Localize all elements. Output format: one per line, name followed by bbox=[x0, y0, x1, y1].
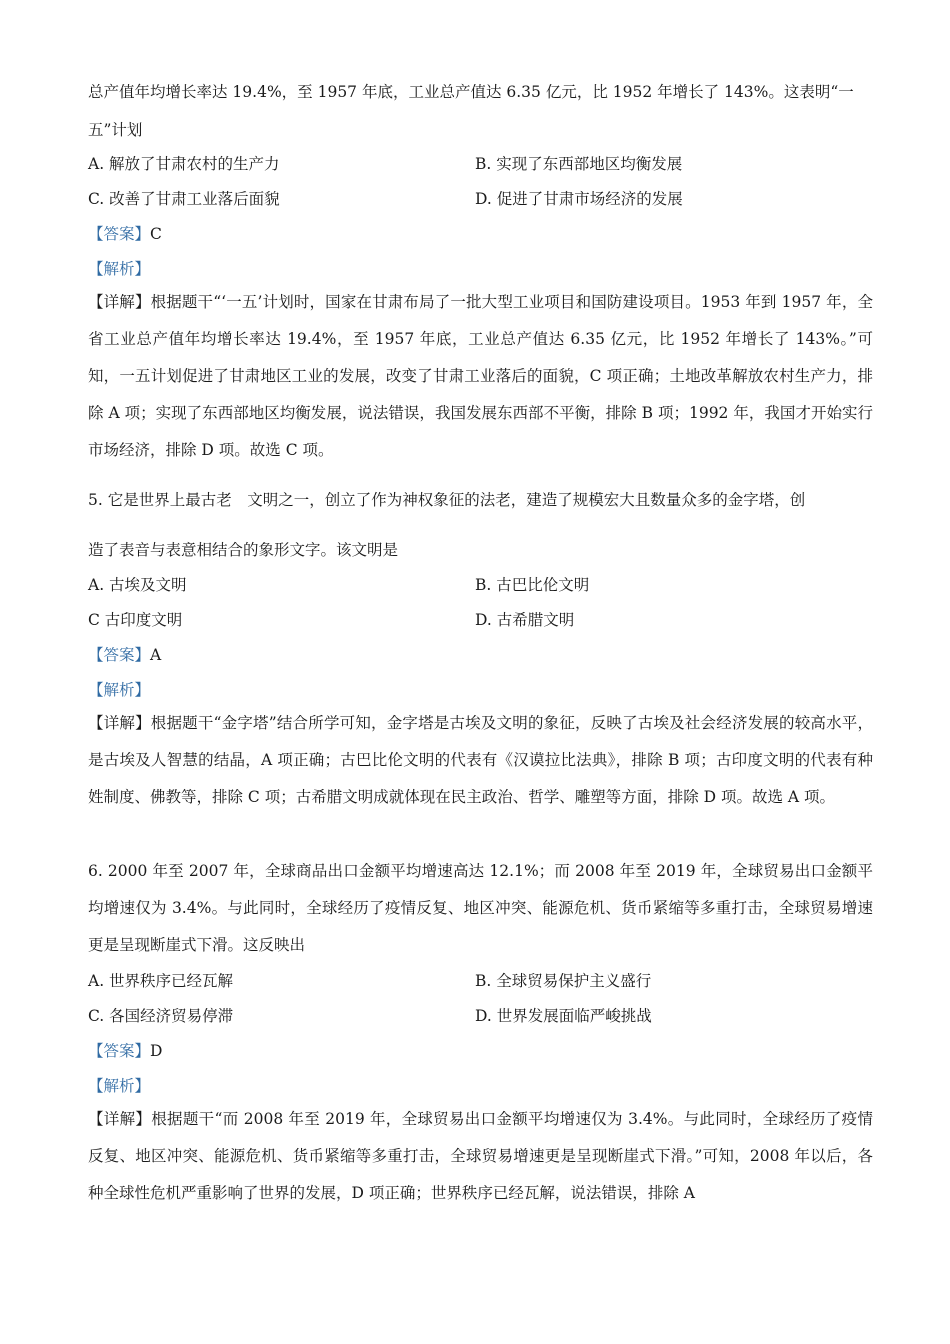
q4-option-b: B. 实现了东西部地区均衡发展 bbox=[475, 155, 683, 173]
q5-stem-line1: 5. 它是世界上最古老 文明之一，创立了作为神权象征的法老，建造了规模宏大且数量众多的金字塔，创 bbox=[88, 491, 806, 509]
q5-option-a: A. 古埃及文明 bbox=[88, 576, 187, 594]
q5-option-b: B. 古巴比伦文明 bbox=[475, 576, 590, 594]
q5-option-d: D. 古希腊文明 bbox=[475, 611, 575, 629]
q5-detail bbox=[88, 705, 873, 816]
q5-stem-line2: 造了表音与表意相结合的象形文字。该文明是 bbox=[88, 541, 399, 559]
answer-label: 【答案】 bbox=[88, 225, 151, 243]
q6-option-a: A. 世界秩序已经瓦解 bbox=[88, 972, 234, 990]
answer-label: 【答案】 bbox=[88, 646, 151, 664]
q6-option-b: B. 全球贸易保护主义盛行 bbox=[475, 972, 652, 990]
q5-answer bbox=[88, 645, 161, 665]
detail-label: 【详解】 bbox=[88, 714, 151, 732]
detail-text: 根据题干“金字塔”结合所学可知，金字塔是古埃及文明的象征，反映了古埃及社会经济发展的较高水平，是古埃及人智慧的结晶，A 项正确；古巴比伦文明的代表有《汉谟拉比法典》，排除 B 项；古印度文明的代表有种姓制度、佛教等，排除 C 项；古希腊文明成就体现在民主政治、哲学、雕塑等方面，排除 D 项。故选 A 项。 bbox=[88, 714, 873, 806]
q6-option-c: C. 各国经济贸易停滞 bbox=[88, 1007, 234, 1025]
q4-stem-line2: 五”计划 bbox=[88, 121, 143, 139]
detail-text: 根据题干“而 2008 年至 2019 年，全球贸易出口金额平均增速仅为 3.4%。与此同时，全球经历了疫情反复、地区冲突、能源危机、货币紧缩等多重打击，全球贸易增速更是呈现断崖式下滑。”可知，2008 年以后，各种全球性危机严重影响了世界的发展，D 项正确；世界秩序已经瓦解，说法错误，排除 A bbox=[88, 1110, 873, 1202]
q4-option-a: A. 解放了甘肃农村的生产力 bbox=[88, 155, 280, 173]
q4-analysis-label: 【解析】 bbox=[88, 260, 151, 278]
q4-stem-line1: 总产值年均增长率达 19.4%，至 1957 年底，工业总产值达 6.35 亿元，比 1952 年增长了 143%。这表明“一 bbox=[88, 83, 854, 101]
q6-stem: 6. 2000 年至 2007 年，全球商品出口金额平均增速高达 12.1%；而 2008 年至 2019 年，全球贸易出口金额平均增速仅为 3.4%。与此同时，全球经历了疫情反复、地区冲突、能源危机、货币紧缩等多重打击，全球贸易增速更是呈现断崖式下滑。这反映出 bbox=[88, 862, 873, 954]
detail-text: 根据题干“‘一五’计划时，国家在甘肃布局了一批大型工业项目和国防建设项目。1953 年到 1957 年，全省工业总产值年均增长率达 19.4%，至 1957 年底，工业总产值达 6.35 亿元，比 1952 年增长了 143%。”可知，一五计划促进了甘肃地区工业的发展，改变了甘肃工业落后的面貌，C 项正确；土地改革解放农村生产力，排除 A 项；实现了东西部地区均衡发展，说法错误，我国发展东西部不平衡，排除 B 项；1992 年，我国才开始实行市场经济，排除 D 项。故选 C 项。 bbox=[88, 293, 873, 459]
detail-label: 【详解】 bbox=[88, 293, 151, 311]
q6-detail bbox=[88, 1101, 873, 1212]
answer-value: A bbox=[150, 646, 162, 664]
q6-option-d: D. 世界发展面临严峻挑战 bbox=[475, 1007, 652, 1025]
answer-value: D bbox=[150, 1042, 163, 1060]
q4-answer bbox=[88, 224, 162, 244]
answer-label: 【答案】 bbox=[88, 1042, 151, 1060]
q4-option-d: D. 促进了甘肃市场经济的发展 bbox=[475, 190, 683, 208]
answer-value: C bbox=[150, 225, 162, 243]
q5-analysis-label: 【解析】 bbox=[88, 681, 151, 699]
q6-answer bbox=[88, 1041, 162, 1061]
q4-option-c: C. 改善了甘肃工业落后面貌 bbox=[88, 190, 280, 208]
detail-label: 【详解】 bbox=[88, 1110, 152, 1128]
q6-analysis-label: 【解析】 bbox=[88, 1077, 151, 1095]
q5-option-c: C 古印度文明 bbox=[88, 611, 183, 629]
q4-detail bbox=[88, 284, 873, 469]
